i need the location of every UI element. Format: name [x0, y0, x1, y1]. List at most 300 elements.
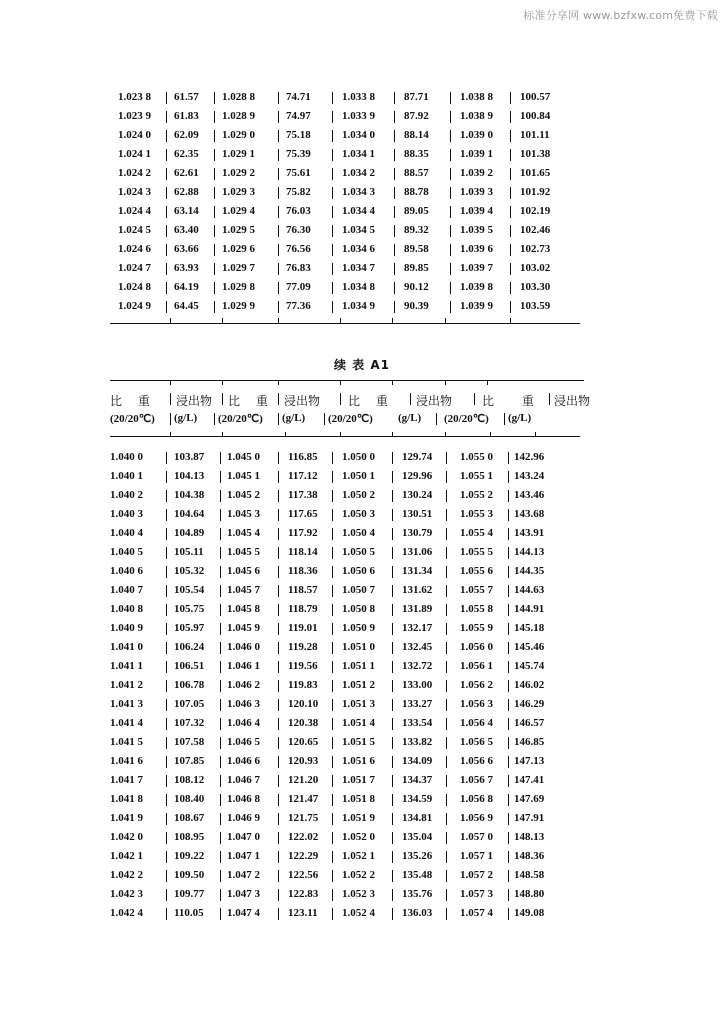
extract-cell: 147.13: [514, 755, 545, 767]
extract-cell: 102.19: [520, 205, 551, 217]
column-separator: [166, 301, 167, 313]
extract-cell: 145.46: [514, 641, 545, 653]
density-cell: 1.050 7: [342, 584, 375, 596]
extract-cell: 76.30: [286, 224, 311, 236]
extract-cell: 105.54: [174, 584, 205, 596]
density-cell: 1.039 6: [460, 243, 493, 255]
column-separator: [278, 813, 279, 825]
density-cell: 1.052 1: [342, 850, 375, 862]
extract-cell: 135.76: [402, 888, 433, 900]
column-separator: [166, 870, 167, 882]
density-cell: 1.045 3: [227, 508, 260, 520]
extract-cell: 62.88: [174, 186, 199, 198]
density-cell: 1.039 9: [460, 300, 493, 312]
column-separator: [214, 206, 215, 218]
header-density-4: 比 重: [482, 394, 534, 408]
column-separator: [392, 813, 393, 825]
density-cell: 1.057 0: [460, 831, 493, 843]
column-separator: [166, 889, 167, 901]
column-separator: [220, 566, 221, 578]
column-separator: [278, 642, 279, 654]
column-separator: [450, 92, 451, 104]
extract-cell: 88.57: [404, 167, 429, 179]
column-separator: [446, 813, 447, 825]
column-separator: [392, 509, 393, 521]
column-separator: [446, 604, 447, 616]
extract-cell: 103.02: [520, 262, 551, 274]
column-separator: [392, 642, 393, 654]
extract-cell: 143.68: [514, 508, 545, 520]
extract-cell: 121.20: [288, 774, 319, 786]
column-separator: [166, 604, 167, 616]
density-cell: 1.045 6: [227, 565, 260, 577]
column-separator: [166, 623, 167, 635]
column-separator: [510, 244, 511, 256]
extract-cell: 64.45: [174, 300, 199, 312]
column-separator: [220, 604, 221, 616]
column-separator: [220, 471, 221, 483]
density-cell: 1.041 3: [110, 698, 143, 710]
density-cell: 1.034 2: [342, 167, 375, 179]
density-cell: 1.051 2: [342, 679, 375, 691]
column-separator: [508, 851, 509, 863]
column-separator: [278, 756, 279, 768]
density-cell: 1.040 2: [110, 489, 143, 501]
extract-cell: 121.75: [288, 812, 319, 824]
column-separator: [332, 775, 333, 787]
extract-cell: 147.69: [514, 793, 545, 805]
extract-cell: 145.74: [514, 660, 545, 672]
density-cell: 1.034 4: [342, 205, 375, 217]
extract-cell: 130.51: [402, 508, 433, 520]
extract-cell: 116.85: [288, 451, 318, 463]
column-separator: [394, 301, 395, 313]
column-separator: [220, 490, 221, 502]
extract-cell: 144.35: [514, 565, 545, 577]
column-separator: [220, 775, 221, 787]
column-separator: [508, 794, 509, 806]
extract-cell: 132.45: [402, 641, 433, 653]
header-unit-density-1: (20/20℃): [110, 413, 155, 425]
column-separator: [220, 680, 221, 692]
column-separator: [508, 547, 509, 559]
column-separator: [278, 604, 279, 616]
density-cell: 1.028 9: [222, 110, 255, 122]
extract-cell: 105.97: [174, 622, 205, 634]
extract-cell: 76.56: [286, 243, 311, 255]
column-separator: [166, 813, 167, 825]
density-cell: 1.039 1: [460, 148, 493, 160]
column-separator: [446, 851, 447, 863]
column-separator: [450, 111, 451, 123]
column-separator: [166, 130, 167, 142]
column-separator: [220, 718, 221, 730]
column-separator: [332, 547, 333, 559]
extract-cell: 87.71: [404, 91, 429, 103]
column-separator: [508, 737, 509, 749]
column-separator: [166, 661, 167, 673]
density-cell: 1.057 3: [460, 888, 493, 900]
column-separator: [220, 509, 221, 521]
column-separator: [278, 794, 279, 806]
density-cell: 1.047 0: [227, 831, 260, 843]
density-cell: 1.050 9: [342, 622, 375, 634]
density-cell: 1.024 7: [118, 262, 151, 274]
column-separator: [394, 149, 395, 161]
extract-cell: 107.58: [174, 736, 205, 748]
column-separator: [446, 718, 447, 730]
column-separator: [392, 547, 393, 559]
column-separator: [510, 168, 511, 180]
column-separator: [278, 282, 279, 294]
density-cell: 1.045 5: [227, 546, 260, 558]
density-cell: 1.024 1: [118, 148, 151, 160]
column-separator: [166, 149, 167, 161]
column-separator: [508, 661, 509, 673]
column-separator: [278, 452, 279, 464]
density-cell: 1.040 5: [110, 546, 143, 558]
column-separator: [446, 908, 447, 920]
density-cell: 1.040 1: [110, 470, 143, 482]
column-separator: [332, 699, 333, 711]
density-cell: 1.029 0: [222, 129, 255, 141]
header-unit-extract-3: (g/L): [398, 412, 422, 424]
column-separator: [166, 92, 167, 104]
density-cell: 1.047 2: [227, 869, 260, 881]
density-cell: 1.040 3: [110, 508, 143, 520]
column-separator: [446, 642, 447, 654]
extract-cell: 120.38: [288, 717, 319, 729]
column-separator: [166, 187, 167, 199]
density-cell: 1.041 4: [110, 717, 143, 729]
column-separator: [214, 92, 215, 104]
extract-cell: 146.02: [514, 679, 545, 691]
column-separator: [446, 528, 447, 540]
extract-cell: 147.41: [514, 774, 545, 786]
column-separator: [278, 92, 279, 104]
column-separator: [278, 130, 279, 142]
extract-cell: 102.73: [520, 243, 551, 255]
density-cell: 1.039 3: [460, 186, 493, 198]
header-extract-1: 浸出物: [176, 394, 213, 408]
density-cell: 1.057 4: [460, 907, 493, 919]
column-separator: [220, 813, 221, 825]
column-separator: [278, 149, 279, 161]
column-separator: [450, 282, 451, 294]
extract-cell: 133.82: [402, 736, 433, 748]
column-separator: [278, 509, 279, 521]
density-cell: 1.034 8: [342, 281, 375, 293]
header-unit-density-3: (20/20℃): [328, 413, 373, 425]
density-cell: 1.056 2: [460, 679, 493, 691]
column-separator: [394, 206, 395, 218]
column-separator: [446, 490, 447, 502]
extract-cell: 119.83: [288, 679, 318, 691]
density-cell: 1.029 1: [222, 148, 255, 160]
column-separator: [508, 775, 509, 787]
extract-cell: 145.18: [514, 622, 545, 634]
extract-cell: 149.08: [514, 907, 545, 919]
extract-cell: 119.28: [288, 641, 318, 653]
column-separator: [166, 794, 167, 806]
extract-cell: 131.62: [402, 584, 433, 596]
density-cell: 1.039 2: [460, 167, 493, 179]
extract-cell: 118.57: [288, 584, 318, 596]
extract-cell: 62.35: [174, 148, 199, 160]
column-separator: [332, 718, 333, 730]
extract-cell: 144.63: [514, 584, 545, 596]
extract-cell: 119.56: [288, 660, 318, 672]
column-separator: [220, 452, 221, 464]
column-separator: [510, 92, 511, 104]
density-cell: 1.046 8: [227, 793, 260, 805]
extract-cell: 130.79: [402, 527, 433, 539]
density-cell: 1.045 1: [227, 470, 260, 482]
column-separator: [508, 642, 509, 654]
header-unit-extract-2: (g/L): [282, 412, 306, 424]
density-cell: 1.039 0: [460, 129, 493, 141]
column-separator: [446, 737, 447, 749]
density-cell: 1.024 4: [118, 205, 151, 217]
column-separator: [446, 889, 447, 901]
extract-cell: 104.13: [174, 470, 205, 482]
column-separator: [394, 111, 395, 123]
density-cell: 1.056 7: [460, 774, 493, 786]
extract-cell: 146.29: [514, 698, 545, 710]
density-cell: 1.056 9: [460, 812, 493, 824]
density-cell: 1.034 0: [342, 129, 375, 141]
density-cell: 1.050 1: [342, 470, 375, 482]
extract-cell: 142.96: [514, 451, 545, 463]
column-separator: [392, 623, 393, 635]
density-cell: 1.046 0: [227, 641, 260, 653]
density-cell: 1.029 3: [222, 186, 255, 198]
column-separator: [278, 680, 279, 692]
density-cell: 1.055 4: [460, 527, 493, 539]
density-cell: 1.057 1: [460, 850, 493, 862]
extract-cell: 90.39: [404, 300, 429, 312]
column-separator: [508, 566, 509, 578]
column-separator: [166, 699, 167, 711]
column-separator: [394, 130, 395, 142]
column-separator: [332, 680, 333, 692]
column-separator: [392, 718, 393, 730]
column-separator: [220, 528, 221, 540]
column-separator: [508, 889, 509, 901]
extract-cell: 75.61: [286, 167, 311, 179]
column-separator: [332, 870, 333, 882]
extract-cell: 143.46: [514, 489, 545, 501]
extract-cell: 103.30: [520, 281, 551, 293]
extract-cell: 63.66: [174, 243, 199, 255]
density-cell: 1.034 5: [342, 224, 375, 236]
column-separator: [332, 263, 333, 275]
extract-cell: 144.13: [514, 546, 545, 558]
column-separator: [166, 111, 167, 123]
extract-cell: 103.59: [520, 300, 551, 312]
density-cell: 1.039 5: [460, 224, 493, 236]
density-cell: 1.046 1: [227, 660, 260, 672]
column-separator: [214, 187, 215, 199]
column-separator: [392, 490, 393, 502]
density-cell: 1.034 7: [342, 262, 375, 274]
extract-cell: 87.92: [404, 110, 429, 122]
density-cell: 1.039 7: [460, 262, 493, 274]
density-cell: 1.042 3: [110, 888, 143, 900]
density-cell: 1.055 2: [460, 489, 493, 501]
column-separator: [510, 225, 511, 237]
density-cell: 1.024 0: [118, 129, 151, 141]
density-cell: 1.051 1: [342, 660, 375, 672]
column-separator: [332, 168, 333, 180]
column-separator: [166, 490, 167, 502]
extract-cell: 132.72: [402, 660, 433, 672]
extract-cell: 105.11: [174, 546, 204, 558]
extract-cell: 143.91: [514, 527, 545, 539]
column-separator: [510, 187, 511, 199]
density-cell: 1.055 7: [460, 584, 493, 596]
column-separator: [510, 130, 511, 142]
watermark-text: 标准分享网 www.bzfxw.com免费下载: [523, 9, 718, 22]
density-cell: 1.050 0: [342, 451, 375, 463]
density-cell: 1.050 6: [342, 565, 375, 577]
extract-cell: 119.01: [288, 622, 318, 634]
column-separator: [278, 908, 279, 920]
extract-cell: 134.59: [402, 793, 433, 805]
extract-cell: 118.79: [288, 603, 318, 615]
density-cell: 1.047 4: [227, 907, 260, 919]
column-separator: [450, 301, 451, 313]
column-separator: [166, 528, 167, 540]
extract-cell: 122.29: [288, 850, 319, 862]
column-separator: [392, 794, 393, 806]
density-cell: 1.024 8: [118, 281, 151, 293]
column-separator: [508, 870, 509, 882]
column-separator: [332, 756, 333, 768]
column-separator: [166, 851, 167, 863]
density-cell: 1.041 9: [110, 812, 143, 824]
column-separator: [278, 718, 279, 730]
column-separator: [278, 737, 279, 749]
extract-cell: 136.03: [402, 907, 433, 919]
extract-cell: 117.65: [288, 508, 318, 520]
column-separator: [166, 547, 167, 559]
column-separator: [332, 813, 333, 825]
column-separator: [446, 775, 447, 787]
column-separator: [446, 471, 447, 483]
column-separator: [220, 737, 221, 749]
extract-cell: 146.85: [514, 736, 545, 748]
extract-cell: 131.34: [402, 565, 433, 577]
column-separator: [166, 206, 167, 218]
column-separator: [278, 832, 279, 844]
density-cell: 1.052 3: [342, 888, 375, 900]
column-separator: [166, 566, 167, 578]
density-cell: 1.041 8: [110, 793, 143, 805]
density-cell: 1.041 7: [110, 774, 143, 786]
column-separator: [394, 92, 395, 104]
density-cell: 1.052 0: [342, 831, 375, 843]
column-separator: [450, 244, 451, 256]
density-cell: 1.028 8: [222, 91, 255, 103]
density-cell: 1.051 3: [342, 698, 375, 710]
extract-cell: 110.05: [174, 907, 204, 919]
column-separator: [392, 737, 393, 749]
column-separator: [166, 680, 167, 692]
column-separator: [332, 566, 333, 578]
table-caption: 续 表 A1: [334, 358, 390, 372]
extract-cell: 120.10: [288, 698, 319, 710]
extract-cell: 89.05: [404, 205, 429, 217]
column-separator: [394, 263, 395, 275]
column-separator: [446, 547, 447, 559]
column-separator: [166, 244, 167, 256]
extract-cell: 107.85: [174, 755, 205, 767]
column-separator: [508, 509, 509, 521]
extract-cell: 134.09: [402, 755, 433, 767]
column-separator: [508, 756, 509, 768]
density-cell: 1.051 0: [342, 641, 375, 653]
column-separator: [508, 452, 509, 464]
header-density-1: 比 重: [110, 394, 150, 408]
density-cell: 1.034 9: [342, 300, 375, 312]
density-cell: 1.045 8: [227, 603, 260, 615]
column-separator: [508, 718, 509, 730]
column-separator: [332, 889, 333, 901]
column-separator: [220, 547, 221, 559]
column-separator: [392, 851, 393, 863]
column-separator: [510, 282, 511, 294]
density-cell: 1.040 9: [110, 622, 143, 634]
column-separator: [214, 149, 215, 161]
header-unit-density-4: (20/20℃): [444, 413, 489, 425]
column-separator: [332, 111, 333, 123]
column-separator: [392, 775, 393, 787]
column-separator: [278, 187, 279, 199]
extract-cell: 148.13: [514, 831, 545, 843]
column-separator: [278, 471, 279, 483]
extract-cell: 129.96: [402, 470, 433, 482]
extract-cell: 74.97: [286, 110, 311, 122]
column-separator: [510, 149, 511, 161]
column-separator: [166, 642, 167, 654]
density-cell: 1.041 0: [110, 641, 143, 653]
density-cell: 1.050 2: [342, 489, 375, 501]
density-cell: 1.041 1: [110, 660, 143, 672]
column-separator: [214, 282, 215, 294]
column-separator: [278, 206, 279, 218]
extract-cell: 148.58: [514, 869, 545, 881]
column-separator: [214, 225, 215, 237]
extract-cell: 103.87: [174, 451, 205, 463]
column-separator: [220, 908, 221, 920]
extract-cell: 117.12: [288, 470, 318, 482]
header-unit-extract-4: (g/L): [508, 412, 532, 424]
column-separator: [220, 661, 221, 673]
density-cell: 1.057 2: [460, 869, 493, 881]
column-separator: [278, 585, 279, 597]
extract-cell: 100.84: [520, 110, 551, 122]
density-cell: 1.055 9: [460, 622, 493, 634]
density-cell: 1.024 2: [118, 167, 151, 179]
column-separator: [450, 168, 451, 180]
column-separator: [332, 908, 333, 920]
density-cell: 1.050 3: [342, 508, 375, 520]
column-separator: [278, 889, 279, 901]
column-separator: [278, 775, 279, 787]
density-cell: 1.046 7: [227, 774, 260, 786]
density-cell: 1.046 2: [227, 679, 260, 691]
